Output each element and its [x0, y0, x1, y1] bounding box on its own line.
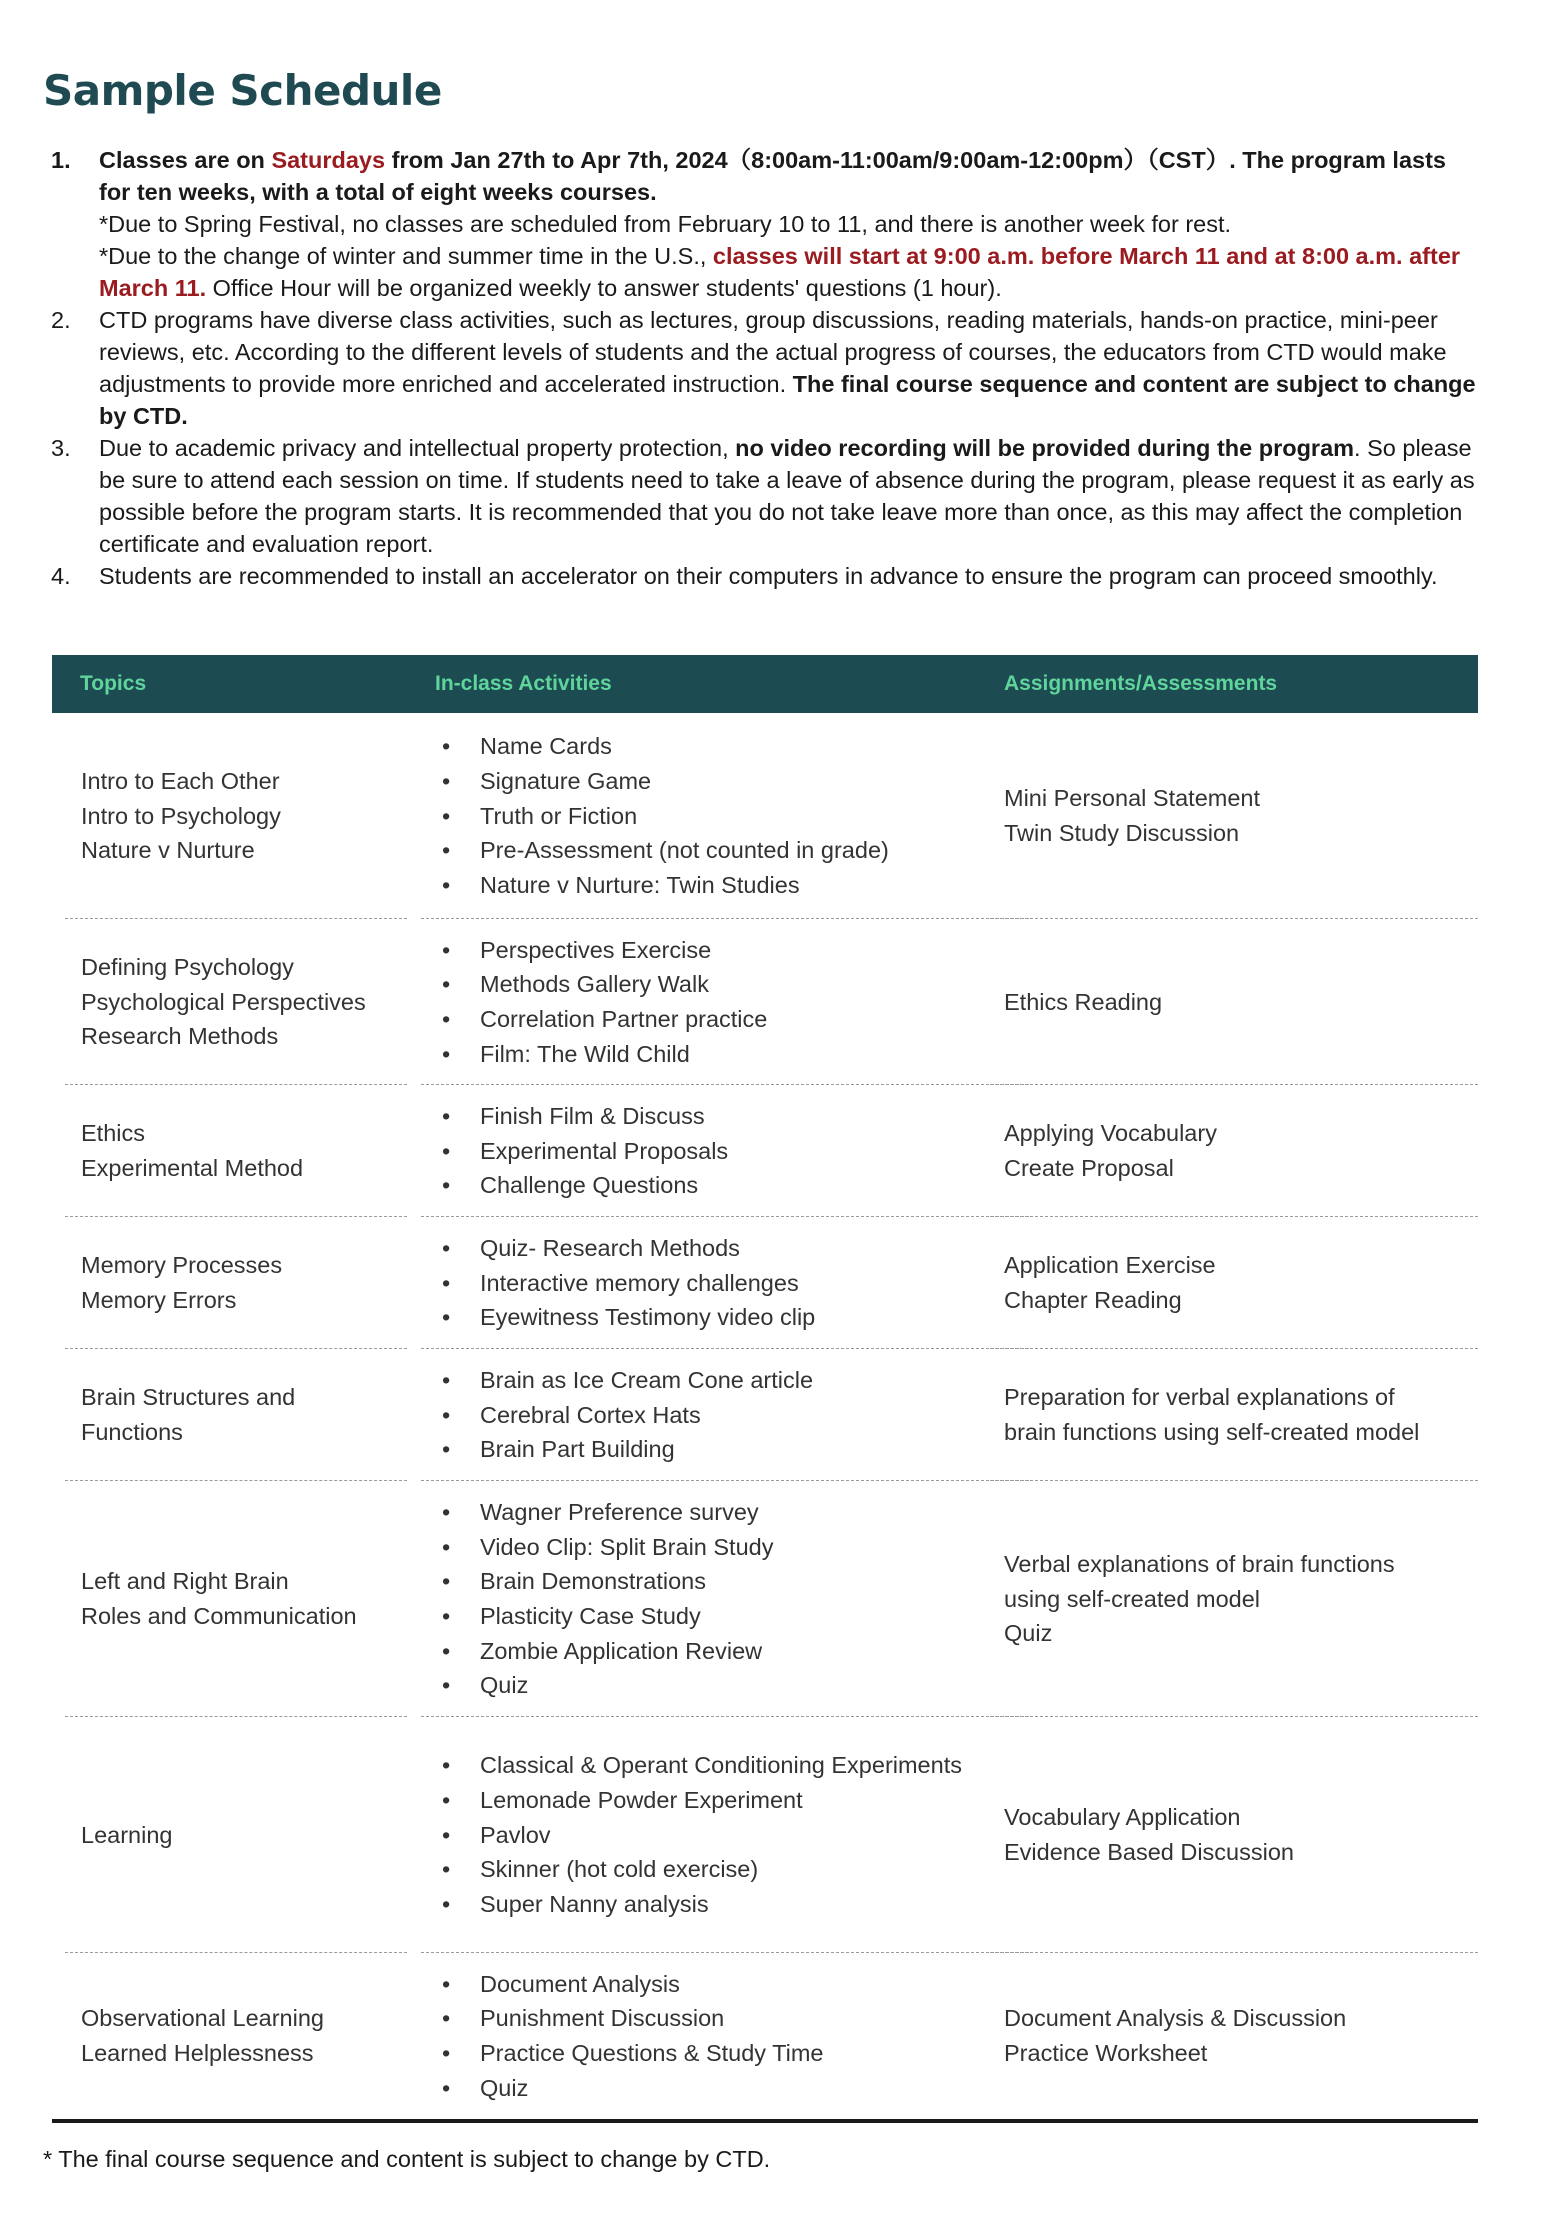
activities-cell	[432, 1717, 992, 1953]
assignment-line: Vocabulary Application	[1004, 1804, 1241, 1831]
topics-cell	[81, 1481, 411, 1717]
assignment-line: Ethics Reading	[1004, 988, 1163, 1015]
schedule-table	[52, 655, 1478, 2123]
topic-line: Experimental Method	[81, 1155, 304, 1181]
note-text-segment: *Due to the change of winter and summer time in the U.S.,	[99, 243, 713, 269]
activity-item: • Film: The Wild Child	[432, 1037, 992, 1072]
assignments-cell	[1004, 1717, 1474, 1953]
topic-line: Learning	[81, 1821, 173, 1848]
assignment-line: Preparation for verbal explanations of	[1004, 1384, 1395, 1411]
activity-item: • Document Analysis	[432, 1967, 992, 2002]
activities-cell	[432, 1481, 992, 1717]
topic-line: Functions	[81, 1419, 183, 1445]
assignment-line: Verbal explanations of brain functions	[1004, 1550, 1395, 1577]
note-number: 3.	[51, 435, 71, 461]
topics-cell	[81, 1349, 411, 1481]
assignments-cell	[1004, 1953, 1474, 2119]
activity-item: • Methods Gallery Walk	[432, 967, 992, 1002]
assignment-line: using self-created model	[1004, 1585, 1261, 1612]
table-row	[52, 1217, 1478, 1349]
activity-item: • Experimental Proposals	[432, 1134, 992, 1169]
table-body	[52, 713, 1478, 2119]
note-number: 4.	[51, 563, 71, 589]
assignments-cell	[1004, 919, 1474, 1085]
note-text-segment: Classes are on	[99, 147, 272, 173]
note-paragraph	[99, 432, 1479, 560]
note-number: 1.	[51, 147, 71, 173]
activity-item: • Cerebral Cortex Hats	[432, 1398, 992, 1433]
assignments-cell	[1004, 1085, 1474, 1217]
note-text-segment: *Due to Spring Festival, no classes are scheduled from February 10 to 11, and there is another week for rest.	[99, 211, 1232, 237]
activities-cell	[432, 1085, 992, 1217]
topic-line: Research Methods	[81, 1023, 279, 1050]
topic-line: Observational Learning	[81, 2005, 324, 2032]
note-item	[0, 560, 1479, 592]
note-subline	[99, 208, 1479, 240]
topic-line: Ethics	[81, 1120, 145, 1147]
header-activities: In-class Activities	[435, 672, 612, 695]
activity-item: • Plasticity Case Study	[432, 1599, 992, 1634]
topic-line: Intro to Each Other	[81, 767, 280, 794]
topic-line: Psychological Perspectives	[81, 988, 366, 1015]
table-bottom-rule	[52, 2119, 1478, 2123]
assignments-cell	[1004, 1217, 1474, 1349]
topic-line: Brain Structures and	[81, 1384, 296, 1411]
activity-item: • Truth or Fiction	[432, 799, 992, 834]
assignments-cell	[1004, 713, 1474, 919]
activity-item: • Brain Part Building	[432, 1432, 992, 1467]
assignment-line: Evidence Based Discussion	[1004, 1839, 1294, 1865]
activity-item: • Quiz	[432, 1668, 992, 1703]
table-row	[52, 1085, 1478, 1217]
activity-item: • Practice Questions & Study Time	[432, 2036, 992, 2071]
note-text-segment: Due to academic privacy and intellectual property protection,	[99, 435, 736, 461]
table-header	[52, 655, 1478, 713]
topics-cell	[81, 713, 411, 919]
activity-item: • Eyewitness Testimony video clip	[432, 1300, 992, 1335]
note-text-segment: classes will start at 9:00 a.m. before March 11 and at 8:00 a.m. after March 11.	[99, 243, 1461, 301]
note-text-segment: Saturdays	[271, 147, 386, 173]
table-row	[52, 1717, 1478, 1953]
assignment-line: Document Analysis & Discussion	[1004, 2005, 1347, 2032]
note-subline	[99, 240, 1479, 304]
table-row	[52, 1953, 1478, 2119]
note-item	[0, 304, 1479, 432]
activity-item: • Nature v Nurture: Twin Studies	[432, 868, 992, 903]
table-row	[52, 1481, 1478, 1717]
header-topics: Topics	[80, 672, 147, 695]
activity-item: • Skinner (hot cold exercise)	[432, 1852, 992, 1887]
note-item	[0, 432, 1479, 560]
note-text-segment: CTD programs have diverse class activities, such as lectures, group discussions, reading materials, hands-on practice, mini-peer reviews, etc. According to the different levels of students and the actual progress of courses, the educators from CTD would make adjustments to provide more enriched and accelerated instruction.	[99, 307, 1447, 397]
note-text-segment: Students are recommended to install an accelerator on their computers in advance to ensure the program can proceed smoothly.	[99, 563, 1438, 589]
activity-item: • Zombie Application Review	[432, 1634, 992, 1669]
table-row	[52, 1349, 1478, 1481]
assignment-line: Chapter Reading	[1004, 1287, 1182, 1313]
activity-item: • Wagner Preference survey	[432, 1495, 992, 1530]
assignment-line: Twin Study Discussion	[1004, 820, 1240, 846]
activities-cell	[432, 713, 992, 919]
topics-cell	[81, 1217, 411, 1349]
topics-cell	[81, 1953, 411, 2119]
activities-cell	[432, 1953, 992, 2119]
assignment-line: Practice Worksheet	[1004, 2040, 1208, 2066]
activity-item: • Video Clip: Split Brain Study	[432, 1530, 992, 1565]
activities-cell	[432, 1349, 992, 1481]
activity-item: • Pavlov	[432, 1818, 992, 1853]
topics-cell	[81, 1717, 411, 1953]
activities-cell	[432, 919, 992, 1085]
assignment-line: Mini Personal Statement	[1004, 785, 1261, 812]
topic-line: Memory Errors	[81, 1287, 237, 1313]
activity-item: • Quiz- Research Methods	[432, 1231, 992, 1266]
note-number: 2.	[51, 307, 71, 333]
note-text-segment: no video recording will be provided during the program	[735, 435, 1355, 461]
topic-line: Roles and Communication	[81, 1603, 357, 1629]
assignment-line: Quiz	[1004, 1620, 1053, 1647]
assignments-cell	[1004, 1349, 1474, 1481]
table-row	[52, 713, 1478, 919]
activity-item: • Interactive memory challenges	[432, 1266, 992, 1301]
activity-item: • Finish Film & Discuss	[432, 1099, 992, 1134]
activity-item: • Challenge Questions	[432, 1168, 992, 1203]
activity-item: • Quiz	[432, 2071, 992, 2106]
activity-item: • Brain Demonstrations	[432, 1564, 992, 1599]
header-assignments: Assignments/Assessments	[1004, 672, 1278, 695]
topic-line: Intro to Psychology	[81, 802, 281, 829]
note-text-segment: The final course sequence and content are subject to change by CTD.	[99, 371, 1476, 429]
assignment-line: brain functions using self-created model	[1004, 1419, 1420, 1445]
note-item	[0, 144, 1479, 304]
activity-item: • Name Cards	[432, 729, 992, 764]
assignments-cell	[1004, 1481, 1474, 1717]
topic-line: Defining Psychology	[81, 953, 294, 980]
activity-item: • Super Nanny analysis	[432, 1887, 992, 1922]
table-row	[52, 919, 1478, 1085]
footnote: * The final course sequence and content is subject to change by CTD.	[43, 2146, 771, 2172]
note-text-segment: from Jan 27th to Apr 7th, 2024（8:00am-11:00am/9:00am-12:00pm）（CST）. The program lasts for ten weeks, with a total of eight weeks courses.	[99, 147, 1446, 205]
note-paragraph	[99, 144, 1479, 208]
note-text-segment: . So please be sure to attend each session on time. If students need to take a leave of absence during the program, please request it as early as possible before the program starts. It is recommended that you do not take leave more than once, as this may affect the completion certificate and evaluation report.	[99, 435, 1475, 557]
assignment-line: Create Proposal	[1004, 1155, 1174, 1181]
activity-item: • Lemonade Powder Experiment	[432, 1783, 992, 1818]
topic-line: Left and Right Brain	[81, 1568, 289, 1595]
activity-item: • Brain as Ice Cream Cone article	[432, 1363, 992, 1398]
topic-line: Learned Helplessness	[81, 2040, 314, 2066]
activity-item: • Correlation Partner practice	[432, 1002, 992, 1037]
activity-item: • Classical & Operant Conditioning Experiments	[432, 1748, 992, 1783]
activity-item: • Signature Game	[432, 764, 992, 799]
activity-item: • Pre-Assessment (not counted in grade)	[432, 833, 992, 868]
assignment-line: Applying Vocabulary	[1004, 1120, 1217, 1147]
topics-cell	[81, 1085, 411, 1217]
note-paragraph	[99, 560, 1479, 592]
topics-cell	[81, 919, 411, 1085]
activity-item: • Perspectives Exercise	[432, 933, 992, 968]
notes-list	[0, 144, 1555, 592]
note-text-segment: Office Hour will be organized weekly to answer students' questions (1 hour).	[206, 275, 1002, 301]
page-title: Sample Schedule	[43, 66, 442, 115]
activities-cell	[432, 1217, 992, 1349]
note-paragraph	[99, 304, 1479, 432]
assignment-line: Application Exercise	[1004, 1252, 1216, 1279]
topic-line: Memory Processes	[81, 1252, 283, 1279]
activity-item: • Punishment Discussion	[432, 2001, 992, 2036]
topic-line: Nature v Nurture	[81, 837, 255, 864]
